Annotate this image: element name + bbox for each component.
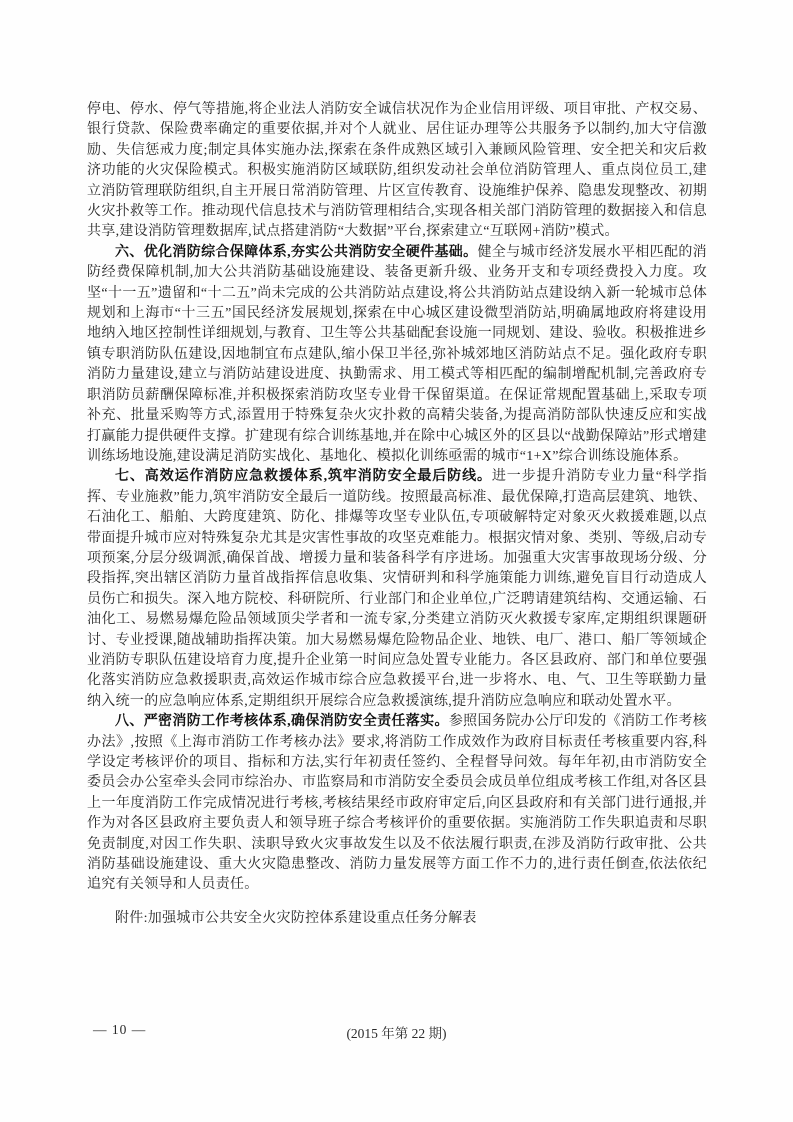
issue-label: (2015 年第 22 期) <box>346 1026 447 1041</box>
paragraph-continuation-text: 停电、停水、停气等措施,将企业法人消防安全诚信状况作为企业信用评级、项目审批、产权交易、银行贷款、保险费率确定的重要依据,并对个人就业、居住证办理等公共服务予以制约,加大守信激励、失信惩戒力度;制定具体实施办法,探索在条件成熟区域引入兼顾风险管理、安全把关和灾后救济功能的火灾保险模式。积极实施消防区域联防,组织发动社会单位消防管理人、重点岗位员工,建立消防管理联防组织,自主开展日常消防管理、片区宣传教育、设施维护保养、隐患发现整改、初期火灾扑救等工作。推动现代信息技术与消防管理相结合,实现各相关部门消防管理的数据接入和信息共享,建设消防管理数据库,试点搭建消防“大数据”平台,探索建立“互联网+消防”模式。 <box>87 102 707 240</box>
paragraph-section-6 <box>87 243 707 467</box>
section-7-heading: 七、高效运作消防应急救援体系,筑牢消防安全最后防线。 <box>115 469 492 485</box>
section-7-text: 进一步提升消防专业力量“科学指挥、专业施救”能力,筑牢消防安全最后一道防线。按照最高标准、最优保障,打造高层建筑、地铁、石油化工、船舶、大跨度建筑、防化、排爆等攻坚专业队伍,专项破解特定对象灭火救援难题,以点带面提升城市应对特殊复杂尤其是灾害性事故的攻坚克难能力。根据灾情对象、类别、等级,启动专项预案,分层分级调派,确保首战、增援力量和装备科学有序进场。加强重大灾害事故现场分级、分段指挥,突出辖区消防力量首战指挥信息收集、灾情研判和科学施策能力训练,避免盲目行动造成人员伤亡和损失。深入地方院校、科研院所、行业部门和企业单位,广泛聘请建筑结构、交通运输、石油化工、易燃易爆危险品领域顶尖学者和一流专家,分类建立消防灭火救援专家库,定期组织课题研讨、专业授课,随战辅助指挥决策。加大易燃易爆危险物品企业、地铁、电厂、港口、船厂等领域企业消防专职队伍建设培育力度,提升企业第一时间应急处置专业能力。各区县政府、部门和单位要强化落实消防应急救援职责,高效运作城市综合应急救援平台,进一步将水、电、气、卫生等联勤力量纳入统一的应急响应体系,定期组织开展综合应急救援演练,提升消防应急响应和联动处置水平。 <box>87 469 707 709</box>
section-6-text: 健全与城市经济发展水平相匹配的消防经费保障机制,加大公共消防基础设施建设、装备更新升级、业务开支和专项经费投入力度。攻坚“十一五”遗留和“十二五”尚未完成的公共消防站点建设,将公共消防站点建设纳入新一轮城市总体规划和上海市“十三五”国民经济发展规划,探索在中心城区建设微型消防站,明确属地政府将建设用地纳入地区控制性详细规划,与教育、卫生等公共基础配套设施一同规划、建设、验收。积极推进乡镇专职消防队伍建设,因地制宜布点建队,缩小保卫半径,弥补城郊地区消防站点不足。强化政府专职消防力量建设,建立与消防站建设进度、执勤需求、用工模式等相匹配的编制增配机制,完善政府专职消防员薪酬保障标准,并积极探索消防攻坚专业骨干保留渠道。在保证常规配置基础上,采取专项补充、批量采购等方式,添置用于特殊复杂火灾扑救的高精尖装备,为提高消防部队快速反应和实战打赢能力提供硬件支撑。扩建现有综合训练基地,并在除中心城区外的区县以“战勤保障站”形式增建训练场地设施,建设满足消防实战化、基地化、模拟化训练亟需的城市“1+X”综合训练设施体系。 <box>87 244 707 464</box>
paragraph-section-8 <box>87 712 707 896</box>
paragraph-section-7 <box>87 467 707 712</box>
attachment-line: 附件:加强城市公共安全火灾防控体系建设重点任务分解表 <box>115 910 477 926</box>
page-number: — 10 — <box>93 1022 147 1037</box>
document-body <box>87 100 707 929</box>
section-6-heading: 六、优化消防综合保障体系,夯实公共消防安全硬件基础。 <box>115 244 478 260</box>
section-8-text: 参照国务院办公厅印发的《消防工作考核办法》,按照《上海市消防工作考核办法》要求,将消防工作成效作为政府目标责任考核重要内容,科学设定考核评价的项目、指标和方法,实行年初责任签约、全程督导问效。每年年初,由市消防安全委员会办公室牵头会同市综治办、市监察局和市消防安全委员会成员单位组成考核工作组,对各区县上一年度消防工作完成情况进行考核,考核结果经市政府审定后,向区县政府和有关部门进行通报,并作为对各区县政府主要负责人和领导班子综合考核评价的重要依据。实施消防工作失职追责和尽职免责制度,对因工作失职、渎职导致火灾事故发生以及不依法履行职责,在涉及消防行政审批、公共消防基础设施建设、重大火灾隐患整改、消防力量发展等方面工作不力的,进行责任倒查,依法依纪追究有关领导和人员责任。 <box>87 714 707 893</box>
section-8-heading: 八、严密消防工作考核体系,确保消防安全责任落实。 <box>115 714 449 730</box>
paragraph-continuation <box>87 100 707 243</box>
